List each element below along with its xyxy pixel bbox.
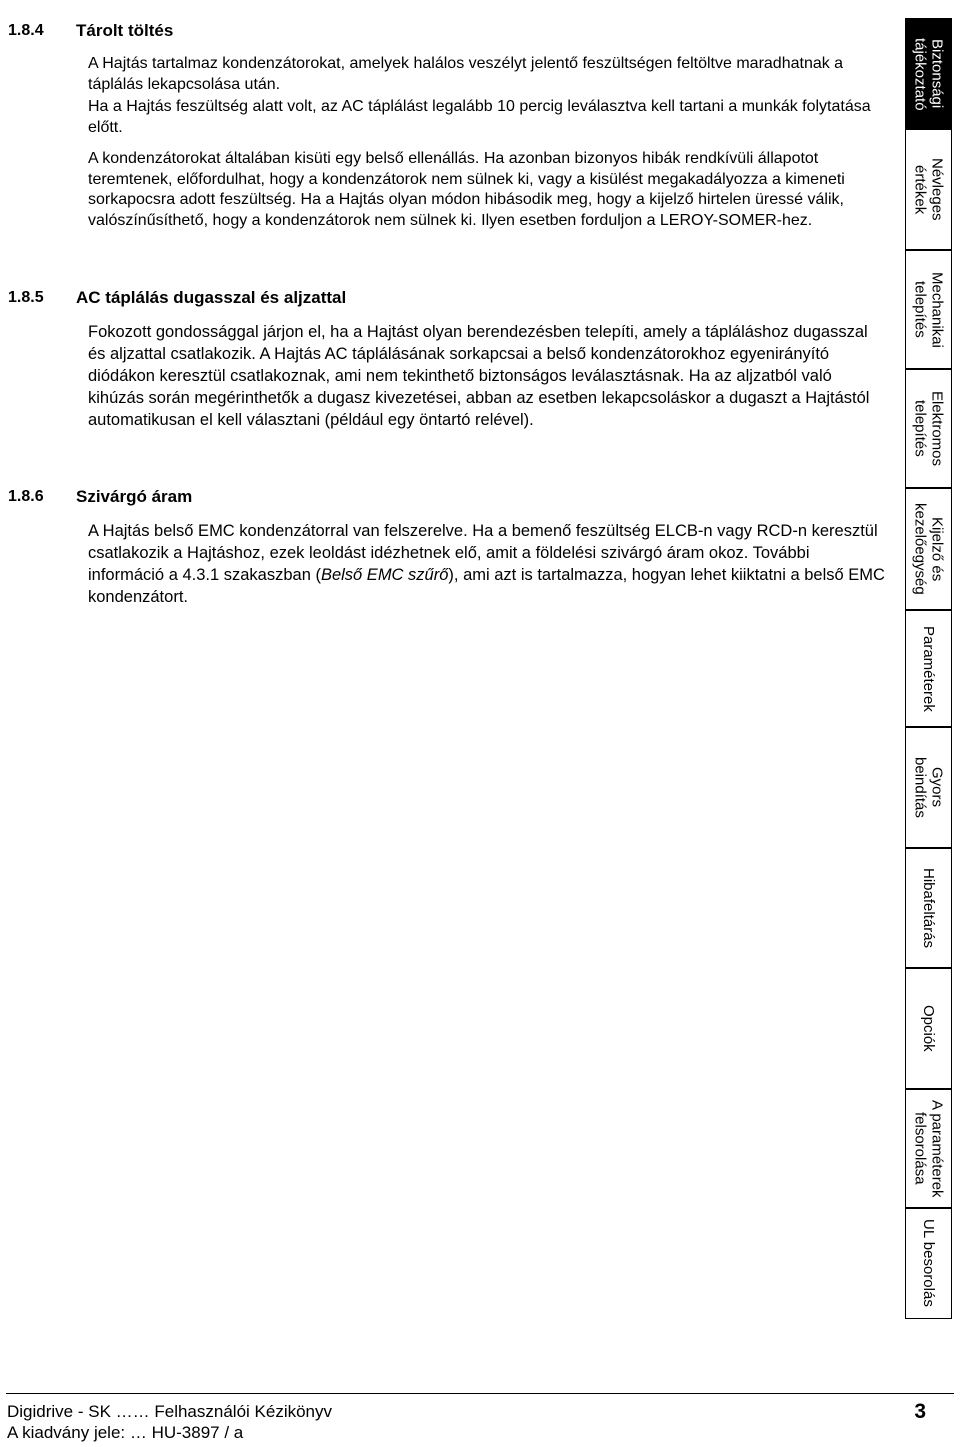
tab-opciok[interactable] — [905, 967, 952, 1090]
section-title: AC táplálás dugasszal és aljzattal — [76, 288, 347, 307]
tab-nevleges-ertekek[interactable] — [905, 128, 952, 251]
tab-label: A paraméterek felsorolása — [911, 1099, 946, 1198]
section-title: Tárolt töltés — [76, 21, 174, 40]
tab-label: Névleges értékek — [911, 158, 946, 221]
section-title: Szivárgó áram — [76, 487, 193, 506]
footer-divider — [6, 1393, 954, 1394]
tab-parameterek[interactable] — [905, 609, 952, 728]
tab-a-parameterek-felsorolasa[interactable] — [905, 1088, 952, 1209]
tab-hibafeltaras[interactable] — [905, 847, 952, 969]
paragraph: Ha a Hajtás feszültség alatt volt, az AC táplálást legalább 10 percig leválasztva kell tartani a munkák folytatása előtt. — [88, 98, 871, 136]
paragraph — [88, 520, 888, 608]
tab-label: Paraméterek — [920, 625, 937, 712]
paragraph-text: A Hajtás belső EMC kondenzátorral van felszerelve. Ha a bemenő feszültség ELCB-n vagy RCD-n keresztül csatlakozik a Hajtáshoz, ezek leoldást idézhetnek elő, amit a földelési szivárgó áram okoz. További információ a 4.3.1 szakaszban ( — [88, 522, 878, 584]
section-number: 1.8.5 — [8, 289, 44, 306]
emc-filter-reference[interactable]: Belső EMC szűrő — [320, 566, 449, 584]
tab-label: Elektromos telepítés — [911, 390, 946, 467]
tab-elektromos-telepites[interactable] — [905, 368, 952, 489]
tab-kijelzo-es-kezeloegyseg[interactable] — [905, 487, 952, 611]
tab-label: Biztonsági tájékoztató — [911, 37, 946, 111]
footer-publication-id: A kiadvány jele: … HU-3897 / a — [7, 1423, 244, 1442]
page-number: 3 — [914, 1400, 926, 1423]
paragraph: A Hajtás tartalmaz kondenzátorokat, amelyek halálos veszélyt jelentő feszültségen feltöltve maradhatnak a táplálás lekapcsolása után. — [88, 55, 844, 93]
tab-label: Mechanikai telepítés — [911, 271, 946, 348]
paragraph-text: ), ami azt is tartalmazza, hogyan lehet kiiktatni a belső EMC kondenzátort. — [88, 566, 885, 606]
tab-ul-besorolas[interactable] — [905, 1207, 952, 1319]
tab-label: Kijelző és kezelőegység — [911, 503, 946, 595]
section-number: 1.8.6 — [8, 488, 44, 505]
tab-label: Opciók — [920, 1005, 937, 1052]
tab-biztonsagi-tajekoztato[interactable] — [905, 18, 952, 130]
tab-label: Gyors beindítás — [911, 757, 946, 818]
tab-mechanikai-telepites[interactable] — [905, 249, 952, 370]
paragraph: Fokozott gondossággal járjon el, ha a Hajtást olyan berendezésben telepíti, amely a tápláláshoz dugasszal és aljzattal csatlakozik. A Hajtás AC táplálásának sorkapcsai a belső kondenzátorokhoz egyenirányító diódákon keresztül csatlakoznak, ami nem tekinthető biztonságos leválasztásnak. Ha az aljzatból való kihúzás során megérinthetők a dugasz kivezetései, abban az esetben lekapcsoláskor a dugaszt a Hajtástól automatikusan el kell választani (például egy öntartó relével). — [88, 323, 870, 429]
section-number: 1.8.4 — [8, 22, 44, 39]
footer-manual-title: Digidrive - SK …… Felhasználói Kézikönyv — [7, 1402, 333, 1421]
tab-gyors-beinditas[interactable] — [905, 726, 952, 849]
tab-label: Hibafeltárás — [920, 867, 937, 949]
paragraph: A kondenzátorokat általában kisüti egy belső ellenállás. Ha azonban bizonyos hibák rendkívüli állapotot teremtenek, előfordulhat, hogy a kondenzátorok nem sülnek ki, vagy a kisülést megakadályozza a kimeneti sorkapocsra adott feszültség. Ha a Hajtás olyan módon hibásodik meg, hogy a kijelző hirtelen üressé válik, valószínűsíthető, hogy a kondenzátorok nem sülnek ki. Ilyen esetben forduljon a LEROY-SOMER-hez. — [88, 150, 845, 229]
tab-label: UL besorolás — [920, 1219, 937, 1307]
